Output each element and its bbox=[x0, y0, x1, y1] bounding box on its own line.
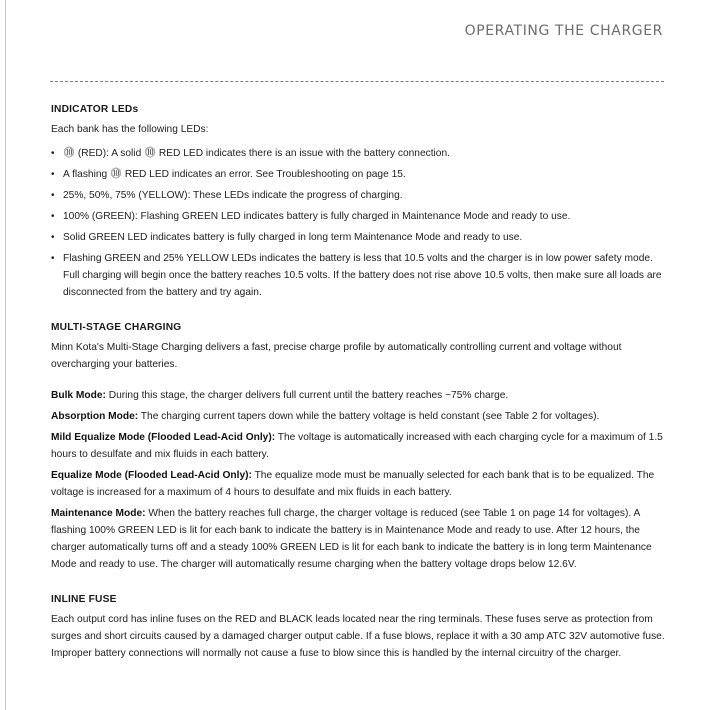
indicator-leds-section bbox=[51, 101, 665, 301]
inline-fuse-heading: INLINE FUSE bbox=[51, 594, 117, 605]
multi-stage-charging-heading: MULTI-STAGE CHARGING bbox=[51, 322, 182, 333]
equalize-mode-paragraph: Equalize Mode (Flooded Lead-Acid Only): The equalize mode must be manually selected for each bank that is to be equalized. The voltage is increased for a maximum of 4 hours to desulfate and mix fluids in each battery. bbox=[51, 470, 655, 498]
list-item: • ⓾ (RED): A solid ⓾ RED LED indicates there is an issue with the battery connection. bbox=[51, 145, 665, 162]
page-content bbox=[51, 101, 665, 662]
list-item: • Flashing GREEN and 25% YELLOW LEDs indicates the battery is less that 10.5 volts and the charger is in low power safety mode. Full charging will begin once the battery reaches 10.5 volts. If the battery does not rise above 10.5 volts, then make sure all loads are disconnected from the battery and try again. bbox=[51, 250, 665, 301]
indicator-leds-intro: Each bank has the following LEDs: bbox=[51, 124, 209, 135]
list-item: • 25%, 50%, 75% (YELLOW): These LEDs indicate the progress of charging. bbox=[51, 187, 665, 204]
list-item: • A flashing ⓾ RED LED indicates an error. See Troubleshooting on page 15. bbox=[51, 166, 665, 183]
maintenance-mode-paragraph: Maintenance Mode: When the battery reaches full charge, the charger voltage is reduced (see Table 1 on page 14 for voltages). A flashing 100% GREEN LED is lit for each bank to indicate the battery is in Maintenance Mode and ready to use. After 12 hours, the charger automatically turns off and a steady 100% GREEN LED is lit for each bank to indicate the battery is in long term Maintenance Mode and ready to use. The charger will automatically resume charging when the battery voltage drops below 12.6V. bbox=[51, 508, 652, 570]
list-item: • 100% (GREEN): Flashing GREEN LED indicates battery is fully charged in Maintenance Mode and ready to use. bbox=[51, 208, 665, 225]
equalize-mode-label: Equalize Mode (Flooded Lead-Acid Only): bbox=[51, 470, 252, 481]
warning-symbol-icon: ⓾ bbox=[110, 168, 122, 180]
warning-symbol-icon: ⓾ bbox=[63, 147, 75, 159]
multi-stage-intro: Minn Kota's Multi-Stage Charging delivers a fast, precise charge profile by automatically controlling current and voltage without overcharging your batteries. bbox=[51, 342, 622, 370]
mild-equalize-label: Mild Equalize Mode (Flooded Lead-Acid Only): bbox=[51, 432, 276, 443]
absorption-mode-label: Absorption Mode: bbox=[51, 411, 139, 422]
warning-symbol-icon: ⓾ bbox=[144, 147, 156, 159]
multi-stage-charging-section bbox=[51, 319, 665, 573]
maintenance-mode-label: Maintenance Mode: bbox=[51, 508, 146, 519]
bulk-mode-label: Bulk Mode: bbox=[51, 390, 106, 401]
inline-fuse-section bbox=[51, 591, 665, 662]
list-item: • Solid GREEN LED indicates battery is fully charged in long term Maintenance Mode and ready to use. bbox=[51, 229, 665, 246]
indicator-leds-heading: INDICATOR LEDs bbox=[51, 104, 139, 115]
absorption-mode-paragraph: Absorption Mode: The charging current tapers down while the battery voltage is held constant (see Table 2 for voltages). bbox=[51, 411, 600, 422]
inline-fuse-text: Each output cord has inline fuses on the RED and BLACK leads located near the ring terminals. These fuses serve as protection from surges and short circuits caused by a damaged charger output cable. If a fuse blows, replace it with a 30 amp ATC 32V automotive fuse. Improper battery connections will normally not cause a fuse to blow since this is handled by the internal circuitry of the charger. bbox=[51, 614, 665, 659]
bulk-mode-paragraph: Bulk Mode: During this stage, the charger delivers full current until the battery reaches ~75% charge. bbox=[51, 390, 509, 401]
header-dashed-divider bbox=[50, 81, 664, 82]
mild-equalize-paragraph: Mild Equalize Mode (Flooded Lead-Acid Only): The voltage is automatically increased with each charging cycle for a maximum of 1.5 hours to desulfate and mix fluids in each battery. bbox=[51, 432, 663, 460]
page-header: OPERATING THE CHARGER bbox=[464, 23, 663, 39]
page-edge-rule bbox=[5, 0, 6, 710]
indicator-leds-list bbox=[51, 145, 665, 301]
